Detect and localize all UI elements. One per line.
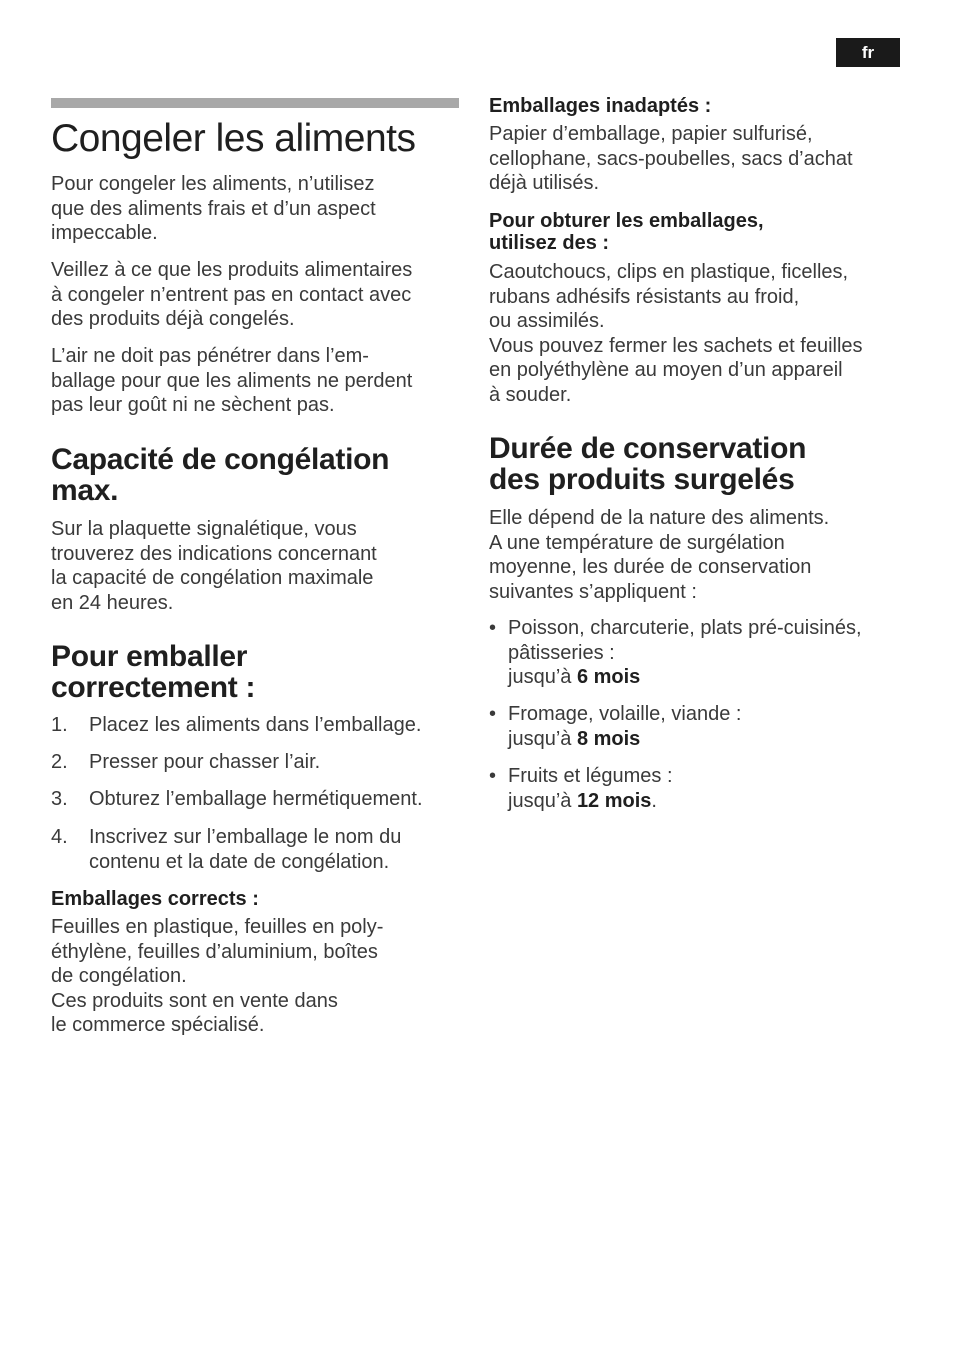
- list-number: 1.: [51, 714, 68, 736]
- list-number: 2.: [51, 751, 68, 773]
- list-text: Poisson, charcuterie, plats pré-cuisinés, pâtisseries : jusqu’à 6 mois: [508, 617, 862, 688]
- duration-text: Elle dépend de la nature des aliments. A une température de surgélation moyenne, les durée de conservation suivantes s’appliquent :: [489, 507, 830, 603]
- intro-paragraph-1: Pour congeler les aliments, n’utilisez que des aliments frais et d’un aspect impeccable.: [51, 173, 376, 244]
- list-number: 4.: [51, 826, 68, 848]
- duration-heading: Durée de conservation des produits surgelés: [489, 432, 807, 496]
- bullet-icon: •: [489, 617, 497, 639]
- page-title: Congeler les aliments: [51, 117, 416, 160]
- bullet-icon: •: [489, 703, 497, 725]
- section-divider: [51, 98, 459, 108]
- sealing-label: Pour obturer les emballages, utilisez des :: [489, 210, 764, 254]
- list-text: Presser pour chasser l’air.: [89, 751, 321, 773]
- language-tab: fr: [836, 38, 900, 67]
- unsuitable-packaging-text: Papier d’emballage, papier sulfurisé, cellophane, sacs-poubelles, sacs d’achat déjà utilisés.: [489, 123, 853, 194]
- correct-packaging-label: Emballages corrects :: [51, 888, 259, 910]
- list-text: Inscrivez sur l’emballage le nom du contenu et la date de congélation.: [89, 826, 402, 873]
- intro-paragraph-3: L’air ne doit pas pénétrer dans l’em- ballage pour que les aliments ne perdent pas leur goût ni ne sèchent pas.: [51, 345, 413, 416]
- capacity-text: Sur la plaquette signalétique, vous trouverez des indications concernant la capacité de congélation maximale en 24 heures.: [51, 518, 377, 614]
- list-text: Obturez l’emballage hermétiquement.: [89, 788, 423, 810]
- intro-paragraph-2: Veillez à ce que les produits alimentaires à congeler n’entrent pas en contact avec des produits déjà congelés.: [51, 259, 413, 330]
- list-text: Fruits et légumes : jusqu’à 12 mois.: [508, 765, 673, 812]
- sealing-text: Caoutchoucs, clips en plastique, ficelles, rubans adhésifs résistants au froid, ou assimilés. Vous pouvez fermer les sachets et feuilles en polyéthylène au moyen d’un appareil à souder.: [489, 261, 863, 406]
- capacity-heading: Capacité de congélation max.: [51, 443, 390, 507]
- bullet-icon: •: [489, 765, 497, 787]
- packing-heading: Pour emballer correctement :: [51, 640, 256, 704]
- list-text: Fromage, volaille, viande : jusqu’à 8 mois: [508, 703, 742, 750]
- correct-packaging-text: Feuilles en plastique, feuilles en poly- éthylène, feuilles d’aluminium, boîtes de congélation. Ces produits sont en vente dans le commerce spécialisé.: [51, 916, 384, 1036]
- unsuitable-packaging-label: Emballages inadaptés :: [489, 95, 712, 117]
- list-number: 3.: [51, 788, 68, 810]
- list-text: Placez les aliments dans l’emballage.: [89, 714, 422, 736]
